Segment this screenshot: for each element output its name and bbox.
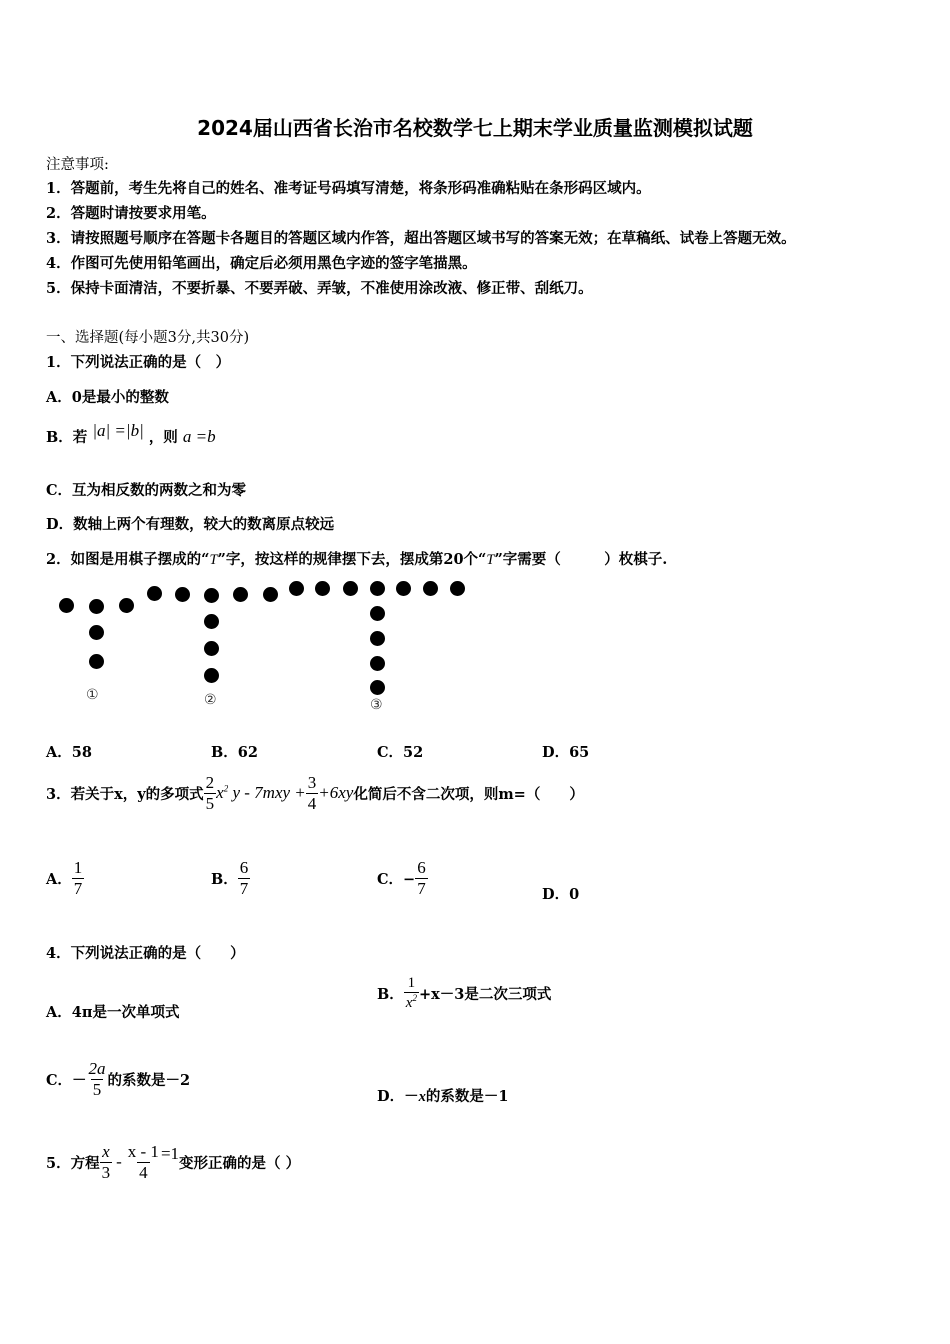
q3-term2: +6xy xyxy=(318,783,354,803)
chess-piece xyxy=(289,581,304,596)
q3-option-a xyxy=(46,858,84,898)
q3-f1-den: 5 xyxy=(205,793,215,813)
chess-piece xyxy=(175,587,190,602)
chess-piece xyxy=(89,654,104,669)
q3-fraction-1 xyxy=(204,773,217,813)
q4-c-num: 2a xyxy=(88,1059,106,1078)
q4-c-label: C．－ xyxy=(46,1071,87,1089)
q2-option-c: C．52 xyxy=(377,744,424,761)
q5-eq: =1 xyxy=(160,1144,180,1164)
q3-b-den: 7 xyxy=(239,878,249,898)
q5-f1-num: x xyxy=(102,1142,110,1161)
q3-f2-den: 4 xyxy=(307,793,317,813)
chess-piece xyxy=(204,588,219,603)
q3-stem-post: 化简后不含二次项，则m=（ ） xyxy=(353,785,584,803)
q4-b-den-var: x xyxy=(405,995,413,1012)
q3-a-fraction xyxy=(72,858,85,898)
q1-stem: 1．下列说法正确的是（ ） xyxy=(46,354,231,371)
q4-b-den-exp: 2 xyxy=(412,993,417,1004)
q4-b-post: +x－3是二次三项式 xyxy=(418,986,552,1004)
q2-option-d: D．65 xyxy=(542,744,590,761)
q3-option-c xyxy=(377,858,428,898)
q1-b-math1: |a| =|b| xyxy=(92,421,144,440)
q3-c-label: C．− xyxy=(377,870,416,888)
q2-stem-mid: ”字，按这样的规律摆下去，摆成第20个“ xyxy=(217,551,487,568)
q3-term1-rest: y - 7mxy + xyxy=(232,783,306,803)
figure-label-1: ① xyxy=(86,687,99,703)
q1-b-math2: a =b xyxy=(182,427,216,446)
q4-option-c xyxy=(46,1059,190,1099)
chess-piece xyxy=(204,614,219,629)
notice-item-4: 4．作图可先使用铅笔画出，确定后必须用黑色字迹的签字笔描黑。 xyxy=(46,255,477,272)
notice-item-5: 5．保持卡面清洁，不要折暴、不要弄破、弄皱，不准使用涂改液、修正带、刮纸刀。 xyxy=(46,280,593,297)
chess-piece xyxy=(89,625,104,640)
q5-f2-num: x - 1 xyxy=(127,1142,159,1161)
chess-piece xyxy=(423,581,438,596)
q2-stem-t1: T xyxy=(209,552,218,568)
chess-piece xyxy=(370,581,385,596)
q2-option-a: A．58 xyxy=(46,744,92,761)
q4-b-fraction xyxy=(404,975,419,1013)
notice-item-1: 1．答题前，考生先将自己的姓名、准考证号码填写清楚，将条形码准确粘贴在条形码区域内。 xyxy=(46,180,651,197)
chess-piece xyxy=(370,631,385,646)
notice-item-3: 3．请按照题号顺序在答题卡各题目的答题区域内作答，超出答题区域书写的答案无效；在草稿纸、试卷上答题无效。 xyxy=(46,230,796,247)
q4-b-label: B． xyxy=(377,986,404,1004)
q1-b-mid: ，则 xyxy=(148,429,178,446)
q4-option-a: A．4π是一次单项式 xyxy=(46,1004,180,1021)
q3-option-b xyxy=(211,858,250,898)
q3-a-den: 7 xyxy=(73,878,83,898)
chess-piece xyxy=(315,581,330,596)
q5-stem-post: 变形正确的是（ ） xyxy=(179,1154,301,1172)
q3-c-num: 6 xyxy=(417,858,426,877)
q5-fraction-2 xyxy=(126,1142,161,1182)
q2-stem-pre: 2．如图是用棋子摆成的“ xyxy=(46,551,210,568)
chess-piece xyxy=(450,581,465,596)
q5-stem-pre: 5．方程 xyxy=(46,1154,100,1172)
q3-f1-num: 2 xyxy=(205,773,215,792)
q4-c-den: 5 xyxy=(92,1079,102,1099)
chess-piece xyxy=(343,581,358,596)
chess-piece xyxy=(147,586,162,601)
q1-b-prefix: B．若 xyxy=(46,429,88,446)
q3-a-num: 1 xyxy=(73,858,83,877)
chess-piece xyxy=(59,598,74,613)
chess-piece xyxy=(396,581,411,596)
q2-option-b: B．62 xyxy=(211,744,258,761)
chess-piece xyxy=(263,587,278,602)
q3-term1-exp: 2 xyxy=(223,783,229,794)
chess-piece xyxy=(370,680,385,695)
q1-option-d: D．数轴上两个有理数，较大的数离原点较远 xyxy=(46,516,335,533)
q5-f1-den: 3 xyxy=(101,1162,111,1182)
q2-stem-t2: T xyxy=(486,552,495,568)
q3-c-den: 7 xyxy=(417,878,426,898)
q5-minus: - xyxy=(116,1152,122,1172)
q3-term1 xyxy=(216,783,306,803)
q5-fraction-1 xyxy=(100,1142,113,1182)
chess-piece xyxy=(204,668,219,683)
chess-piece xyxy=(119,598,134,613)
chess-piece xyxy=(370,656,385,671)
q5-f2-den: 4 xyxy=(139,1162,148,1182)
chess-piece xyxy=(204,641,219,656)
q3-term1-var: x xyxy=(216,783,224,803)
q3-a-label: A． xyxy=(46,870,72,888)
q4-c-post: 的系数是－2 xyxy=(107,1071,191,1089)
notice-item-2: 2．答题时请按要求用笔。 xyxy=(46,205,216,222)
q3-fraction-2 xyxy=(306,773,319,813)
figure-label-3: ③ xyxy=(370,697,383,713)
q4-stem: 4．下列说法正确的是（ ） xyxy=(46,945,245,962)
q4-d-pre: D．－ xyxy=(377,1088,419,1105)
q4-d-post: 的系数是－1 xyxy=(425,1088,509,1105)
q4-option-d xyxy=(377,1085,508,1106)
q4-b-num: 1 xyxy=(407,975,416,991)
q4-b-den xyxy=(404,992,419,1012)
q4-d-var: x xyxy=(418,1089,426,1105)
q3-c-fraction xyxy=(415,858,428,898)
figure-label-2: ② xyxy=(204,692,217,708)
q3-f2-num: 3 xyxy=(307,773,317,792)
q3-stem-pre: 3．若关于x，y的多项式 xyxy=(46,785,204,803)
q4-option-b xyxy=(377,975,551,1013)
chess-piece xyxy=(89,599,104,614)
q3-b-label: B． xyxy=(211,870,238,888)
q3-b-fraction xyxy=(238,858,251,898)
q1-option-c: C．互为相反数的两数之和为零 xyxy=(46,482,247,499)
q2-stem-post: ”字需要（ ）枚棋子. xyxy=(494,551,668,568)
q1-option-a: A．0是最小的整数 xyxy=(46,389,169,406)
chess-piece xyxy=(233,587,248,602)
q4-c-fraction xyxy=(87,1059,108,1099)
q3-stem xyxy=(46,773,584,813)
q3-option-d: D．0 xyxy=(542,886,580,903)
q5-stem xyxy=(46,1142,300,1182)
section-heading: 一、选择题(每小题3分,共30分) xyxy=(46,330,250,346)
notice-heading: 注意事项: xyxy=(46,157,109,173)
page-title: 2024届山西省长治市名校数学七上期末学业质量监测模拟试题 xyxy=(197,116,753,140)
q3-b-num: 6 xyxy=(239,858,249,877)
chess-piece xyxy=(370,606,385,621)
